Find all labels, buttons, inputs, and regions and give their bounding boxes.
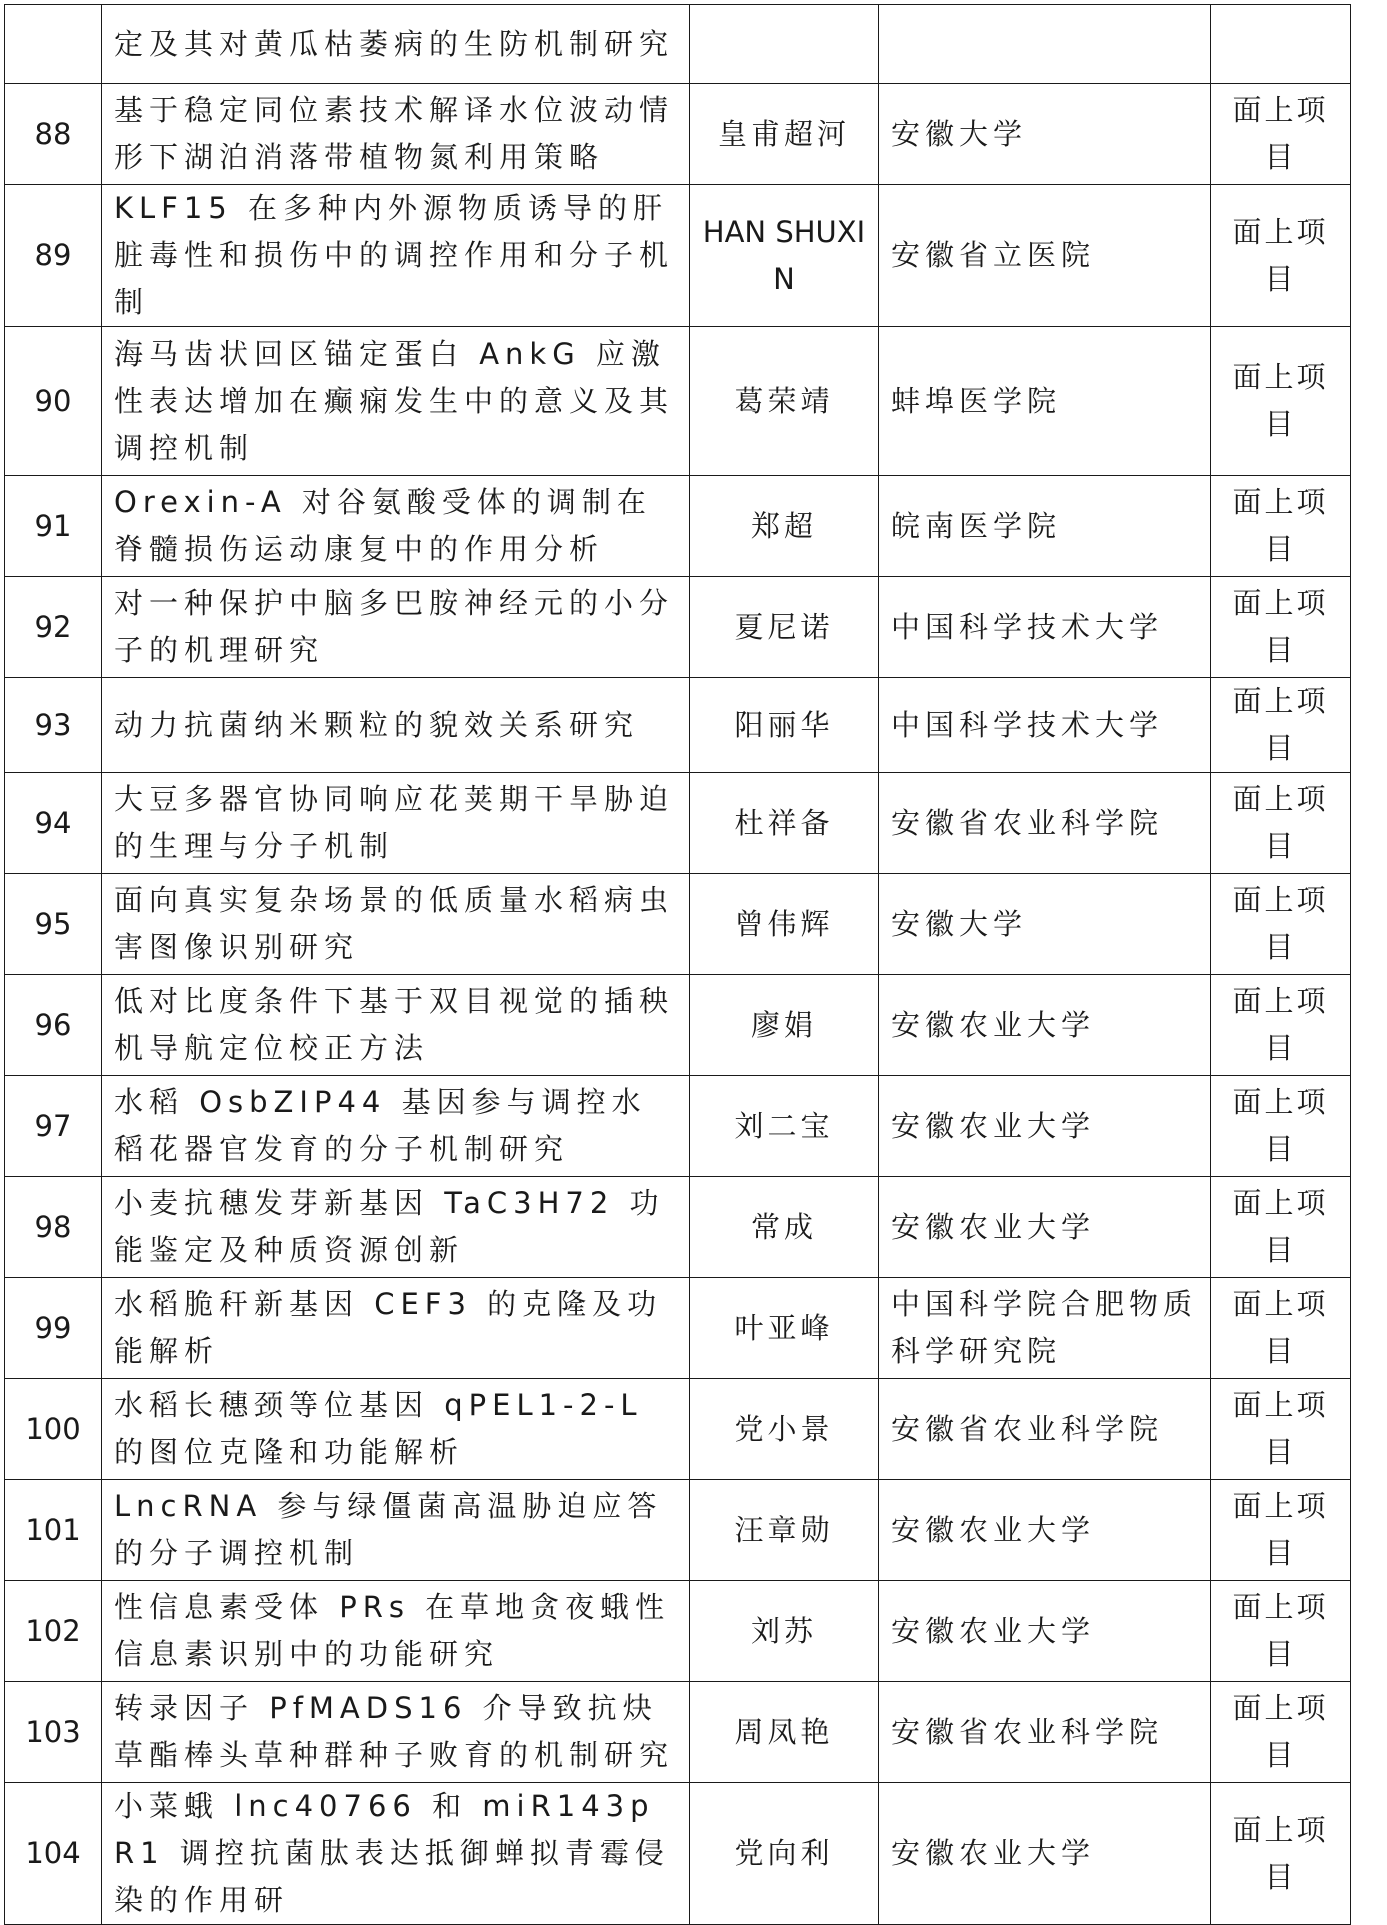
project-title: 大豆多器官协同响应花荚期干旱胁迫的生理与分子机制 xyxy=(102,773,690,874)
institution: 安徽大学 xyxy=(879,874,1211,975)
project-title: 小麦抗穗发芽新基因 TaC3H72 功能鉴定及种质资源创新 xyxy=(102,1177,690,1278)
project-type: 面上项目 xyxy=(1211,874,1351,975)
institution: 安徽省农业科学院 xyxy=(879,1379,1211,1480)
principal-investigator: 党向利 xyxy=(690,1783,879,1925)
table-row xyxy=(5,773,1351,874)
row-number: 101 xyxy=(5,1480,102,1581)
project-title: 动力抗菌纳米颗粒的貌效关系研究 xyxy=(102,678,690,773)
table-row xyxy=(5,1581,1351,1682)
project-title: Orexin-A 对谷氨酸受体的调制在脊髓损伤运动康复中的作用分析 xyxy=(102,476,690,577)
principal-investigator: 夏尼诺 xyxy=(690,577,879,678)
principal-investigator: 葛荣靖 xyxy=(690,327,879,476)
project-title: 转录因子 PfMADS16 介导致抗炔草酯棒头草种群种子败育的机制研究 xyxy=(102,1682,690,1783)
principal-investigator: 叶亚峰 xyxy=(690,1278,879,1379)
row-number: 93 xyxy=(5,678,102,773)
project-title: 水稻长穗颈等位基因 qPEL1-2-L 的图位克隆和功能解析 xyxy=(102,1379,690,1480)
project-type: 面上项目 xyxy=(1211,1076,1351,1177)
institution: 中国科学院合肥物质科学研究院 xyxy=(879,1278,1211,1379)
project-title: 基于稳定同位素技术解译水位波动情形下湖泊消落带植物氮利用策略 xyxy=(102,84,690,185)
table-row xyxy=(5,1177,1351,1278)
institution: 安徽农业大学 xyxy=(879,1177,1211,1278)
project-type: 面上项目 xyxy=(1211,678,1351,773)
institution: 安徽省农业科学院 xyxy=(879,1682,1211,1783)
principal-investigator: 杜祥备 xyxy=(690,773,879,874)
project-title: 面向真实复杂场景的低质量水稻病虫害图像识别研究 xyxy=(102,874,690,975)
principal-investigator: 汪章勋 xyxy=(690,1480,879,1581)
row-number: 92 xyxy=(5,577,102,678)
row-number xyxy=(5,5,102,84)
table-row xyxy=(5,975,1351,1076)
institution: 安徽农业大学 xyxy=(879,1480,1211,1581)
project-title: 定及其对黄瓜枯萎病的生防机制研究 xyxy=(102,5,690,84)
row-number: 89 xyxy=(5,185,102,327)
institution: 安徽省农业科学院 xyxy=(879,773,1211,874)
project-type: 面上项目 xyxy=(1211,84,1351,185)
row-number: 99 xyxy=(5,1278,102,1379)
table-row xyxy=(5,1480,1351,1581)
principal-investigator: 刘苏 xyxy=(690,1581,879,1682)
principal-investigator: 周凤艳 xyxy=(690,1682,879,1783)
principal-investigator: HAN SHUXIN xyxy=(690,185,879,327)
table-row xyxy=(5,1379,1351,1480)
principal-investigator: 曾伟辉 xyxy=(690,874,879,975)
project-type: 面上项目 xyxy=(1211,1379,1351,1480)
table-row xyxy=(5,5,1351,84)
project-title: 对一种保护中脑多巴胺神经元的小分子的机理研究 xyxy=(102,577,690,678)
project-type: 面上项目 xyxy=(1211,185,1351,327)
project-type: 面上项目 xyxy=(1211,327,1351,476)
institution: 安徽大学 xyxy=(879,84,1211,185)
institution: 安徽省立医院 xyxy=(879,185,1211,327)
project-type xyxy=(1211,5,1351,84)
table-row xyxy=(5,1682,1351,1783)
row-number: 96 xyxy=(5,975,102,1076)
institution: 中国科学技术大学 xyxy=(879,678,1211,773)
project-title: 水稻 OsbZIP44 基因参与调控水稻花器官发育的分子机制研究 xyxy=(102,1076,690,1177)
institution: 安徽农业大学 xyxy=(879,975,1211,1076)
institution xyxy=(879,5,1211,84)
row-number: 88 xyxy=(5,84,102,185)
project-type: 面上项目 xyxy=(1211,577,1351,678)
table-row xyxy=(5,1783,1351,1925)
project-type: 面上项目 xyxy=(1211,1480,1351,1581)
row-number: 104 xyxy=(5,1783,102,1925)
project-type: 面上项目 xyxy=(1211,1783,1351,1925)
project-type: 面上项目 xyxy=(1211,476,1351,577)
project-type: 面上项目 xyxy=(1211,773,1351,874)
row-number: 94 xyxy=(5,773,102,874)
table-row xyxy=(5,1076,1351,1177)
table-row xyxy=(5,678,1351,773)
project-table xyxy=(4,4,1351,1925)
principal-investigator: 刘二宝 xyxy=(690,1076,879,1177)
row-number: 97 xyxy=(5,1076,102,1177)
row-number: 100 xyxy=(5,1379,102,1480)
principal-investigator: 阳丽华 xyxy=(690,678,879,773)
project-type: 面上项目 xyxy=(1211,1581,1351,1682)
project-type: 面上项目 xyxy=(1211,1177,1351,1278)
principal-investigator: 常成 xyxy=(690,1177,879,1278)
principal-investigator: 郑超 xyxy=(690,476,879,577)
row-number: 98 xyxy=(5,1177,102,1278)
institution: 安徽农业大学 xyxy=(879,1783,1211,1925)
table-row xyxy=(5,577,1351,678)
row-number: 95 xyxy=(5,874,102,975)
project-title: 小菜蛾 lnc40766 和 miR143pR1 调控抗菌肽表达抵御蝉拟青霉侵染的作用研 xyxy=(102,1783,690,1925)
table-row xyxy=(5,185,1351,327)
project-type: 面上项目 xyxy=(1211,1278,1351,1379)
table-row xyxy=(5,327,1351,476)
principal-investigator: 皇甫超河 xyxy=(690,84,879,185)
row-number: 103 xyxy=(5,1682,102,1783)
project-title: KLF15 在多种内外源物质诱导的肝脏毒性和损伤中的调控作用和分子机制 xyxy=(102,185,690,327)
principal-investigator xyxy=(690,5,879,84)
institution: 中国科学技术大学 xyxy=(879,577,1211,678)
institution: 安徽农业大学 xyxy=(879,1581,1211,1682)
table-row xyxy=(5,476,1351,577)
institution: 蚌埠医学院 xyxy=(879,327,1211,476)
project-title: LncRNA 参与绿僵菌高温胁迫应答的分子调控机制 xyxy=(102,1480,690,1581)
project-title: 低对比度条件下基于双目视觉的插秧机导航定位校正方法 xyxy=(102,975,690,1076)
project-title: 性信息素受体 PRs 在草地贪夜蛾性信息素识别中的功能研究 xyxy=(102,1581,690,1682)
table-row xyxy=(5,1278,1351,1379)
project-title: 海马齿状回区锚定蛋白 AnkG 应激性表达增加在癫痫发生中的意义及其调控机制 xyxy=(102,327,690,476)
table-row xyxy=(5,874,1351,975)
row-number: 91 xyxy=(5,476,102,577)
row-number: 90 xyxy=(5,327,102,476)
table-row xyxy=(5,84,1351,185)
principal-investigator: 廖娟 xyxy=(690,975,879,1076)
row-number: 102 xyxy=(5,1581,102,1682)
institution: 皖南医学院 xyxy=(879,476,1211,577)
institution: 安徽农业大学 xyxy=(879,1076,1211,1177)
project-type: 面上项目 xyxy=(1211,975,1351,1076)
principal-investigator: 党小景 xyxy=(690,1379,879,1480)
project-title: 水稻脆秆新基因 CEF3 的克隆及功能解析 xyxy=(102,1278,690,1379)
project-type: 面上项目 xyxy=(1211,1682,1351,1783)
